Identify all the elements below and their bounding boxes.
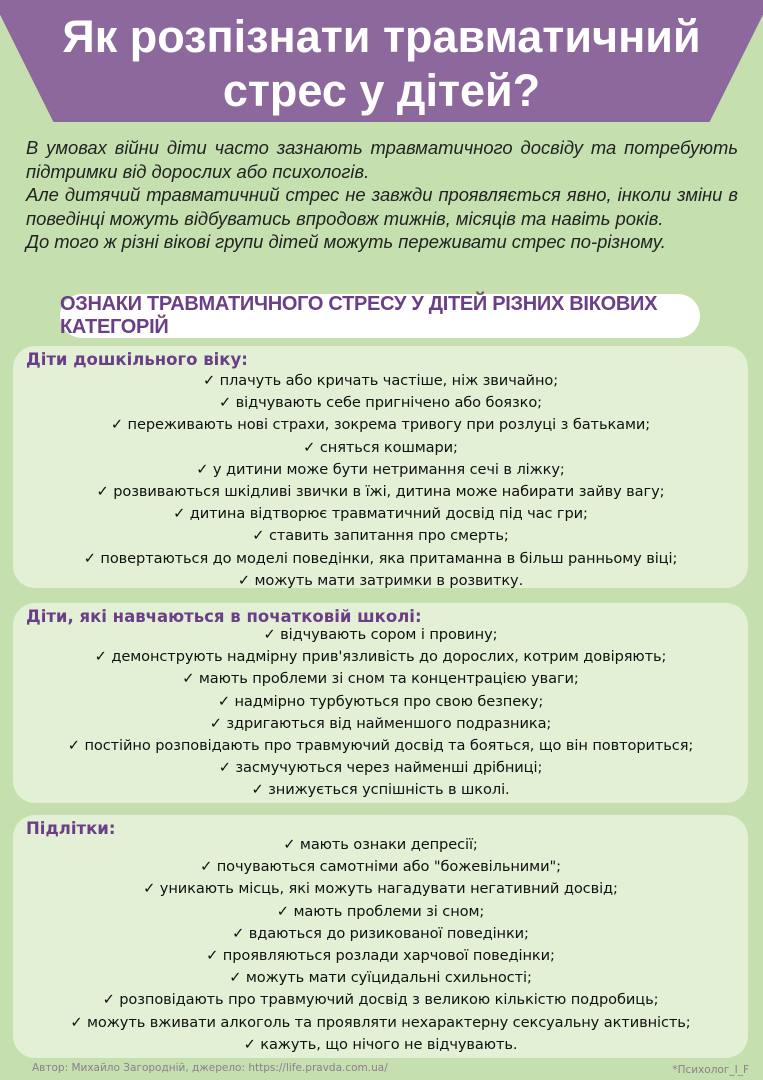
list-item: ✓ можуть вживати алкоголь та проявляти нехарактерну сексуальну активність;: [70, 1013, 691, 1031]
list-item: ✓ уникають місць, які можуть нагадувати негативний досвід;: [143, 880, 618, 898]
list-item: ✓ мають проблеми зі сном та концентрацією уваги;: [182, 670, 579, 688]
intro-paragraph-2: Але дитячий травматичний стрес не завжди проявляється явно, інколи зміни в поведінці можуть відбуватись впродовж тижнів, місяців та навіть років.: [26, 184, 738, 229]
list-item: ✓ дитина відтворює травматичний досвід під час гри;: [173, 505, 588, 523]
list-item: ✓ розповідають про травмуючий досвід з великою кількістю подробиць;: [102, 991, 659, 1009]
title-line-2: стрес у дітей?: [222, 65, 541, 116]
intro-text: [26, 136, 738, 254]
list-item: ✓ розвиваються шкідливі звички в їжі, дитина може набирати зайву вагу;: [96, 482, 665, 500]
intro-paragraph-3: До того ж різні вікові групи дітей можуть переживати стрес по-різному.: [26, 231, 666, 252]
symptom-list: [13, 834, 748, 1056]
title-line-1: Як розпізнати травматичний: [62, 11, 701, 62]
card-title: Діти дошкільного віку:: [26, 350, 248, 369]
page-title: [0, 10, 763, 118]
list-item: ✓ плачуть або кричать частіше, ніж звичайно;: [202, 372, 559, 389]
list-item: ✓ відчувають себе пригнічено або боязко;: [219, 394, 542, 412]
list-item: ✓ мають проблеми зі сном;: [276, 902, 485, 920]
list-item: ✓ проявляються розлади харчової поведінки;: [206, 946, 555, 964]
author-credit: Автор: Михайло Загородній, джерело: https://life.pravda.com.ua/: [32, 1062, 388, 1074]
list-item: ✓ мають ознаки депресії;: [283, 836, 478, 853]
primary-school-card: [13, 603, 748, 803]
list-item: ✓ демонструють надмірну прив'язливість до дорослих, котрим довіряють;: [94, 648, 667, 666]
list-item: ✓ переживають нові страхи, зокрема тривогу при розлуці з батьками;: [110, 416, 651, 434]
list-item: ✓ знижується успішність в школі.: [251, 781, 510, 799]
list-item: ✓ надмірно турбуються про свою безпеку;: [217, 692, 544, 710]
list-item: ✓ можуть мати суїцидальні схильності;: [229, 969, 532, 987]
list-item: ✓ у дитини може бути нетримання сечі в ліжку;: [196, 460, 565, 478]
list-item: ✓ здригаються від найменшого подразника;: [209, 714, 552, 732]
preschool-card: [13, 346, 748, 588]
section-heading: ОЗНАКИ ТРАВМАТИЧНОГО СТРЕСУ У ДІТЕЙ РІЗНИХ ВІКОВИХ КАТЕГОРІЙ: [60, 294, 700, 338]
list-item: ✓ засмучуються через найменші дрібниці;: [218, 759, 543, 777]
symptom-list: [13, 370, 748, 592]
intro-paragraph-1: В умовах війни діти часто зазнають травматичного досвіду та потребують підтримки від дорослих або психологів.: [26, 137, 738, 182]
list-item: ✓ вдаються до ризикованої поведінки;: [232, 924, 529, 942]
list-item: ✓ кажуть, що нічого не відчувають.: [243, 1035, 518, 1053]
teenagers-card: [13, 815, 748, 1058]
list-item: ✓ відчувають сором і провину;: [263, 626, 498, 643]
card-title: Підлітки:: [26, 819, 116, 838]
list-item: ✓ почуваються самотніми або "божевільними";: [200, 858, 561, 876]
list-item: ✓ ставить запитання про смерть;: [252, 527, 509, 545]
list-item: ✓ сняться кошмари;: [303, 438, 458, 456]
brand-tag: *Психолог_I_F: [672, 1064, 749, 1076]
list-item: ✓ можуть мати затримки в розвитку.: [237, 571, 524, 589]
list-item: ✓ постійно розповідають про травмуючий досвід та бояться, що він повториться;: [67, 736, 694, 754]
card-title: Діти, які навчаються в початковій школі:: [26, 607, 422, 626]
symptom-list: [13, 624, 748, 802]
list-item: ✓ повертаються до моделі поведінки, яка притаманна в більш ранньому віці;: [83, 549, 678, 567]
